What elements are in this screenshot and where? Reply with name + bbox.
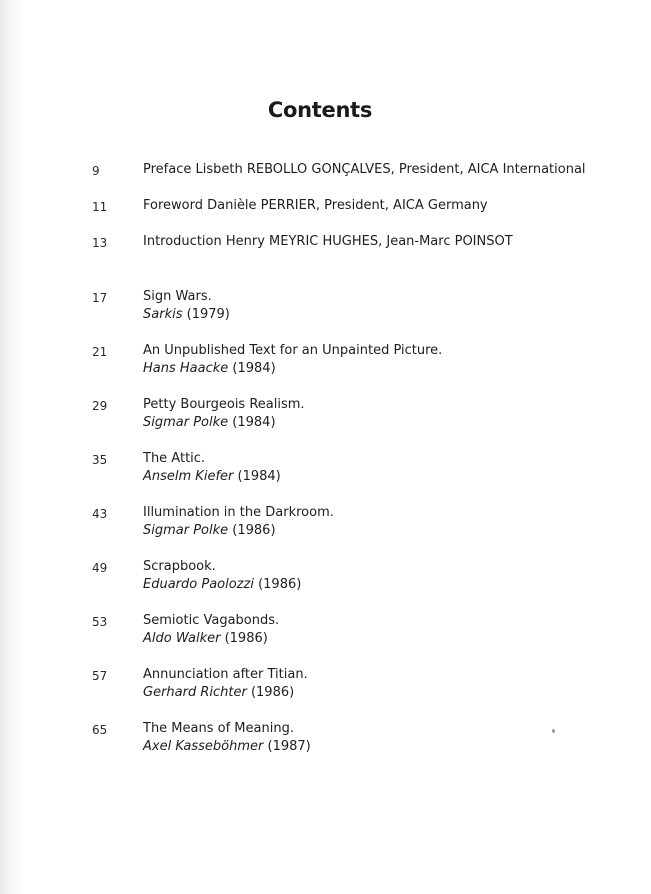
toc-page-number: 13 bbox=[92, 236, 108, 250]
toc-page-number: 43 bbox=[92, 507, 108, 521]
page-title: Contents bbox=[267, 98, 373, 122]
toc-entry-year: (1979) bbox=[186, 307, 230, 322]
toc-entry-byline bbox=[143, 577, 301, 592]
toc-page-number: 65 bbox=[92, 723, 108, 737]
toc-entry-byline bbox=[143, 307, 230, 322]
toc-entry-title: Illumination in the Darkroom. bbox=[143, 505, 334, 520]
toc-entry-byline bbox=[143, 685, 294, 700]
toc-entry-author: Sigmar Polke bbox=[143, 415, 229, 430]
toc-entry-title: Annunciation after Titian. bbox=[143, 667, 308, 682]
toc-page-number: 17 bbox=[92, 291, 108, 305]
toc-entry-year: (1986) bbox=[232, 523, 276, 538]
toc-page-number: 21 bbox=[92, 345, 108, 359]
toc-entry-byline bbox=[143, 739, 311, 754]
toc-page-number: 29 bbox=[92, 399, 108, 413]
toc-entry-byline bbox=[143, 469, 281, 484]
toc-entry-year: (1984) bbox=[237, 469, 281, 484]
toc-entry-author: Eduardo Paolozzi bbox=[143, 577, 254, 592]
toc-entry-year: (1986) bbox=[250, 685, 295, 700]
toc-entry-title: The Attic. bbox=[143, 451, 206, 466]
toc-entry-text: Foreword Danièle PERRIER, President, AICA Germany bbox=[143, 198, 488, 213]
toc-entry-byline bbox=[143, 631, 268, 646]
toc-page-number: 57 bbox=[92, 669, 108, 683]
toc-entry-author: Hans Haacke bbox=[143, 361, 229, 376]
toc-entry-byline bbox=[143, 361, 276, 376]
toc-entry-byline bbox=[143, 415, 276, 430]
toc-entry-author: Aldo Walker bbox=[143, 631, 221, 646]
toc-entry-year: (1984) bbox=[232, 415, 276, 430]
paper-speck bbox=[552, 729, 555, 733]
toc-entry-author: Sarkis bbox=[143, 307, 183, 322]
toc-page-number: 49 bbox=[92, 561, 108, 575]
toc-entry-author: Sigmar Polke bbox=[143, 523, 229, 538]
toc-page-number: 53 bbox=[92, 615, 108, 629]
toc-entry-byline bbox=[143, 523, 276, 538]
toc-entry-author: Anselm Kiefer bbox=[143, 469, 234, 484]
toc-entry-author: Gerhard Richter bbox=[143, 685, 247, 700]
toc-page-number: 9 bbox=[92, 164, 100, 178]
toc-entry-year: (1986) bbox=[258, 577, 302, 592]
toc-entry-text: Introduction Henry MEYRIC HUGHES, Jean-Marc POINSOT bbox=[143, 234, 513, 249]
toc-entry-title: Scrapbook. bbox=[143, 559, 216, 574]
toc-entry-title: The Means of Meaning. bbox=[143, 721, 294, 736]
toc-entry-year: (1984) bbox=[232, 361, 276, 376]
toc-entry-year: (1987) bbox=[267, 739, 311, 754]
toc-entry-title: Semiotic Vagabonds. bbox=[143, 613, 280, 628]
toc-entry-title: Sign Wars. bbox=[143, 289, 212, 304]
toc-entry-title: An Unpublished Text for an Unpainted Picture. bbox=[143, 343, 443, 358]
toc-entry-title: Petty Bourgeois Realism. bbox=[143, 397, 305, 412]
toc-page-number: 35 bbox=[92, 453, 108, 467]
toc-entry-author: Axel Kasseböhmer bbox=[143, 739, 264, 754]
toc-entry-text: Preface Lisbeth REBOLLO GONÇALVES, President, AICA International bbox=[143, 162, 586, 177]
toc-entry-year: (1986) bbox=[224, 631, 268, 646]
toc-page-number: 11 bbox=[92, 200, 108, 214]
